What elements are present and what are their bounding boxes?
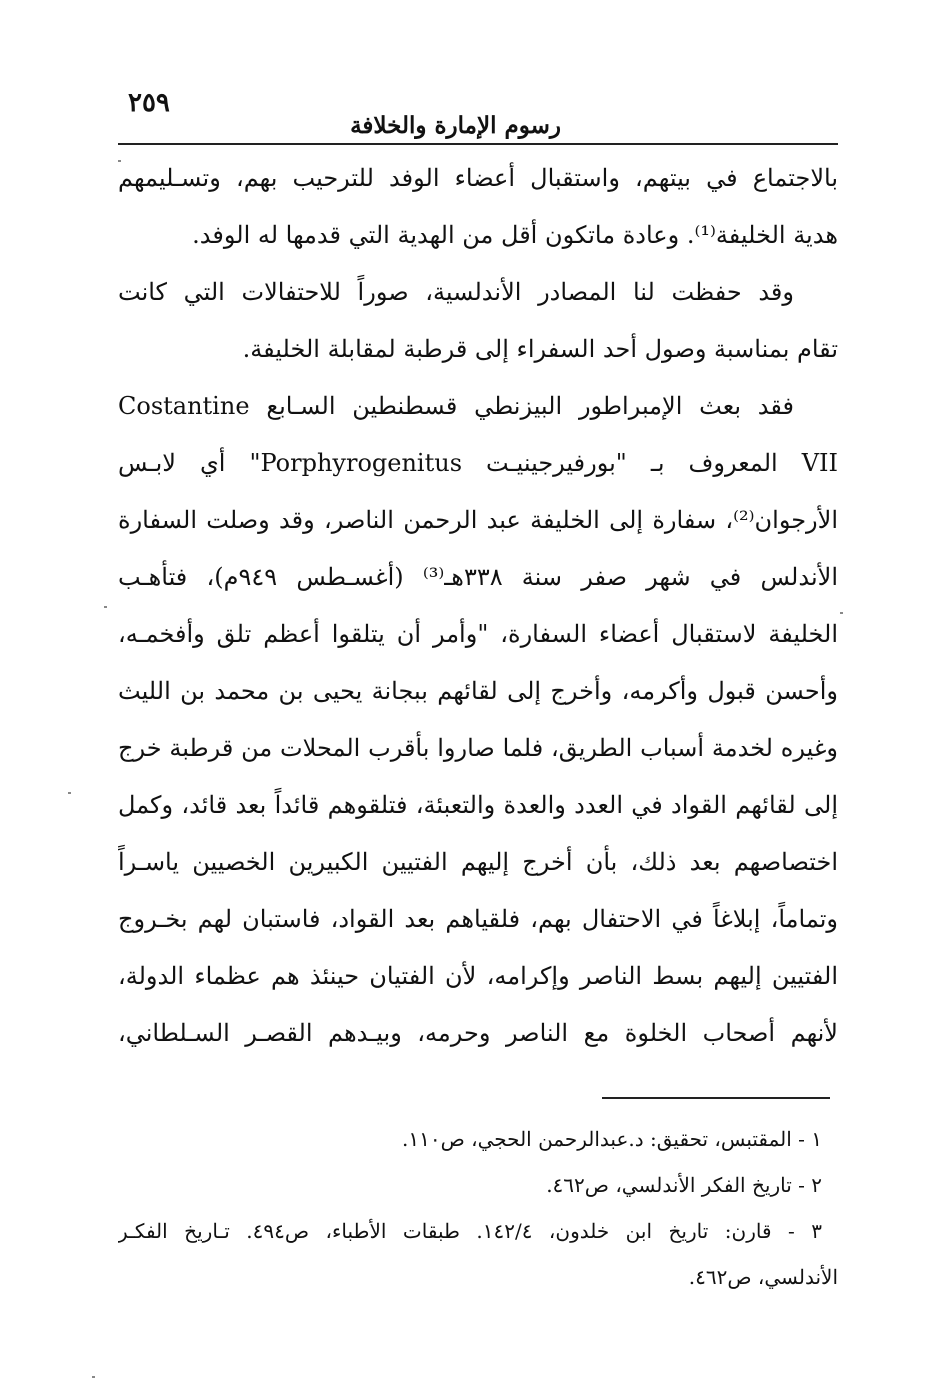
body-line: بالاجتماع في بيتهم، واستقبال أعضاء الوفد للترحيب بهم، وتسـليمهم: [118, 164, 838, 192]
body-line: وتماماً، إبلاغاً في الاحتفال بهم، فلقياهم بعد القواد، فاستبان لهم بخـروج: [118, 905, 838, 933]
body-line: فقد بعث الإمبراطور البيزنطي قسطنطين السـابع Costantine: [118, 392, 794, 420]
footnote-line: الأندلسي، ص٤٦٢.: [688, 1265, 838, 1289]
body-line: VII المعروف بـ "بورفيرجينيـت Porphyrogenitus" أي لابـس: [118, 449, 838, 477]
body-line: إلى لقائهم القواد في العدد والعدة والتعبئة، فتلقوهم قائداً بعد قائد، وكمل: [118, 791, 838, 819]
body-line: الأرجوان⁽²⁾، سفارة إلى الخليفة عبد الرحمن الناصر، وقد وصلت السفارة: [118, 506, 838, 534]
footnote-line: ١ - المقتبس، تحقيق: د.عبدالرحمن الحجي، ص١١٠.: [402, 1127, 822, 1151]
header-rule: [118, 143, 838, 145]
body-line: اختصاصهم بعد ذلك، بأن أخرج إليهم الفتيين الكبيرين الخصيين ياسـراً: [118, 848, 838, 876]
body-line: الخليفة لاستقبال أعضاء السفارة، "وأمر أن يتلقوا أعظم تلق وأفخمـه،: [118, 620, 838, 648]
scan-speck: [840, 612, 843, 614]
running-head: رسوم الإمارة والخلافة: [350, 112, 561, 139]
body-line: تقام بمناسبة وصول أحد السفراء إلى قرطبة لمقابلة الخليفة.: [242, 335, 838, 363]
scan-speck: [92, 1376, 95, 1378]
scan-speck: [104, 606, 107, 608]
body-text: [118, 150, 838, 1062]
footnote-line: ٢ - تاريخ الفكر الأندلسي، ص٤٦٢.: [546, 1173, 822, 1197]
scan-speck: [118, 160, 121, 162]
body-line: هدية الخليفة⁽¹⁾. وعادة ماتكون أقل من الهدية التي قدمها له الوفد.: [192, 221, 838, 249]
body-line: لأنهم أصحاب الخلوة مع الناصر وحرمه، وبيـدهم القصـر السـلطاني،: [118, 1019, 838, 1047]
page-number: ٢٥٩: [128, 88, 170, 118]
footnotes: [118, 1116, 838, 1300]
body-line: وغيره لخدمة أسباب الطريق، فلما صاروا بأقرب المحلات من قرطبة خرج: [118, 734, 838, 762]
body-line: الأندلس في شهر صفر سنة ٣٣٨هـ⁽³⁾ (أغسـطس ٩٤٩م)، فتأهـب: [118, 563, 838, 591]
footnote-rule: [602, 1097, 830, 1099]
body-line: وأحسن قبول وأكرمه، وأخرج إلى لقائهم ببجانة يحيى بن محمد بن الليث: [118, 677, 838, 705]
scan-speck: [68, 792, 71, 794]
body-line: الفتيين إليهم بسط الناصر وإكرامه، لأن الفتيان حينئذ هم عظماء الدولة،: [118, 962, 838, 990]
body-line: وقد حفظت لنا المصادر الأندلسية، صوراً للاحتفالات التي كانت: [118, 278, 794, 306]
footnote-line: ٣ - قارن: تاريخ ابن خلدون، ١٤٢/٤. طبقات الأطباء، ص٤٩٤. تـاريخ الفكـر: [118, 1219, 822, 1243]
